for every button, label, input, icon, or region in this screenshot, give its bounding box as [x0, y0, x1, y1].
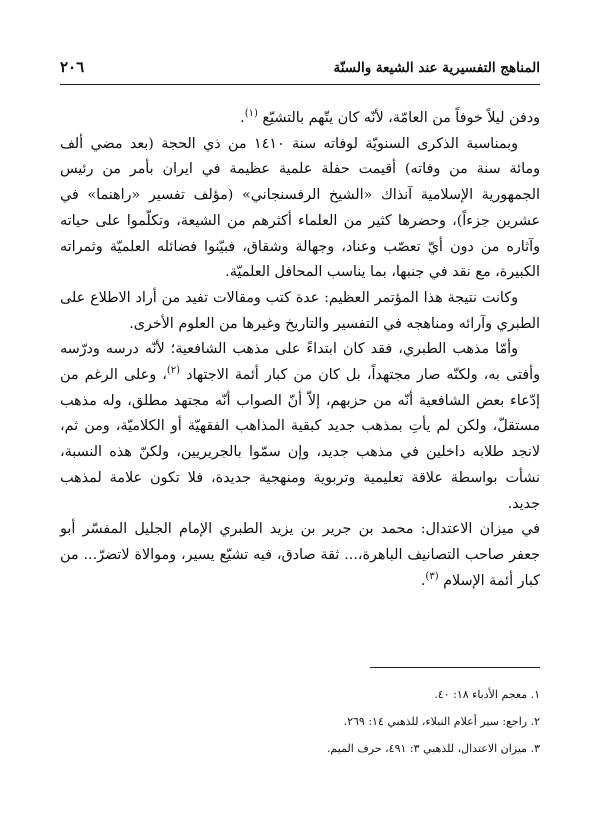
paragraph: وكانت نتيجة هذا المؤتمر العظيم: عدة كتب ومقالات تفيد من أراد الاطلاع على الطبري وآرائه ومناهجه في التفسير والتاريخ وغيرها من العلوم الأخرى. — [60, 289, 540, 332]
footnote-rule — [370, 667, 540, 668]
footnote: ٣. ميزان الاعتدال، للذهبي ٣: ٤٩١، حرف الميم. — [326, 742, 540, 755]
paragraph: ودفن ليلاً خوفاً من العامّة، لأنّه كان يتّهم بالتشيّع $^{(١)}$. — [240, 108, 540, 126]
footnote-marker: (٣) — [425, 570, 439, 582]
page-number: ٢٠٦ — [60, 58, 85, 76]
running-title: المناهج التفسيرية عند الشيعة والسنّة — [333, 60, 540, 76]
paragraph: وأمّا مذهب الطبري، فقد كان ابتداءً على مذهب الشافعية؛ لأنّه درسه ودرّسه وأفتى به، ولكنّه صار مجتهداً، بل كان من كبار أئمة الاجتهاد $^{(٢)}$، وعلى الرغم من إدّعاء بعض الشافعية أنّه من حزبهم، إلاّ أنّ الصواب أنّه مجتهد مطلق، وله مذهب مستقلّ، ولكن لم يأتِ بمذهب جديد كبقية المذاهب الفقهيّة أو الكلاميّة، ومن ثم، لانجد طلابه داخلين في مذهب جديد، وإن سمّوا بالجريريين، ولكنّ هذه النسبة، نشأت بواسطة علاقة تعليمية وتربوية ومنهجية جديدة، فلا تكون علامة لمذهب جديد. — [60, 341, 540, 512]
body-text — [60, 106, 540, 594]
paragraph: وبمناسبة الذكرى السنويّة لوفاته سنة ١٤١٠ من ذي الحجة (بعد مضي ألف ومائة سنة من وفاته) أقيمت حفلة علمية عظيمة في ايران بأمر من رئيس الجمهورية الإسلامية آنذاك «الشيخ الرفسنجاني» (مؤلف تفسير «راهنما» في عشرين جزءاً)، وحضرها كثير من العلماء أكثرهم من الشيعة، وتكلّموا على حياته وآثاره من دون أيّ تعصّب وعناد، وجهالة وشقاق، فبيّنوا فضائله العلميّة وثمراته الكبيرة، مع نقد في جنبها، بما يناسب المحافل العلميّة. — [60, 135, 540, 281]
footnotes — [60, 681, 540, 762]
footnote-marker: (١) — [244, 108, 258, 120]
footnote-marker: (٢) — [166, 365, 181, 377]
paragraph: في ميزان الاعتدال: محمد بن جرير بن يزيد الطبري الإمام الجليل المفسّر أبو جعفر صاحب التصانيف الباهرة،... ثقة صادق، فيه تشيّع يسير، وموالاة لاتضرّ... من كبار أئمة الإسلام $^{(٣)}$. — [60, 521, 540, 589]
footnote: ١. معجم الأدباء ١٨: ٤٠. — [434, 688, 540, 701]
header-rule — [60, 84, 540, 85]
running-header — [60, 58, 540, 80]
footnote: ٢. راجع: سير أعلام النبلاء، للذهبي ١٤: ٢٦٩. — [343, 715, 540, 728]
